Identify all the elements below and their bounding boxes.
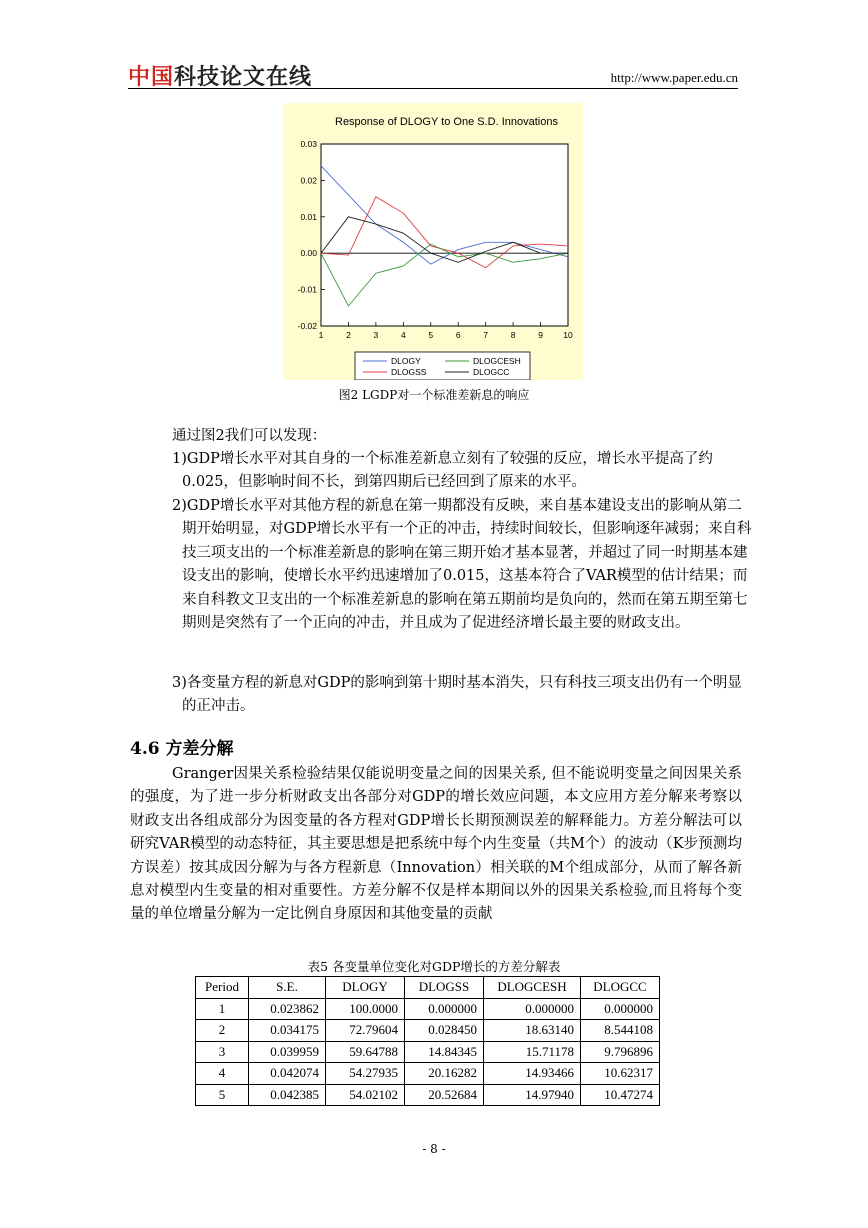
- table-cell: 54.27935: [326, 1063, 405, 1085]
- table-cell: 0.023862: [249, 998, 326, 1020]
- table-cell: 5: [196, 1084, 249, 1106]
- col-header: DLOGCESH: [484, 977, 581, 999]
- table-cell: 0.034175: [249, 1020, 326, 1042]
- table-caption: 表5 各变量单位变化对GDP增长的方差分解表: [307, 959, 561, 974]
- table-cell: 8.544108: [581, 1020, 660, 1042]
- site-logo: 中国科技论文在线: [128, 65, 313, 90]
- table-cell: 10.62317: [581, 1063, 660, 1085]
- x-tick-label: 7: [483, 330, 489, 340]
- variance-decomposition-table: [195, 976, 660, 1106]
- finding-1: 1)GDP增长水平对其自身的一个标准差新息立刻有了较强的反应，增长水平提高了约0.025，但影响时间不长，到第四期后已经回到了原来的水平。: [172, 451, 713, 491]
- table-row: [196, 1084, 660, 1106]
- y-tick-label: 0.00: [300, 248, 317, 259]
- figure-caption: 图2 LGDP对一个标准差新息的响应: [338, 388, 530, 402]
- table-cell: 14.97940: [484, 1084, 581, 1106]
- table-cell: 14.93466: [484, 1063, 581, 1085]
- intro-paragraph: 通过图2我们可以发现：: [172, 428, 327, 444]
- body-paragraph: Granger因果关系检验结果仅能说明变量之间的因果关系, 但不能说明变量之间因果关系的强度，为了进一步分析财政支出各部分对GDP的增长效应问题，本文应用方差分解来考察以财政支出各组成部分为因变量的各方程对GDP增长长期预测误差的解释能力。方差分解法可以研究VAR模型的动态特征，其主要思想是把系统中每个内生变量（共M个）的波动（K步预测均方误差）按其成因分解为与各方程新息（Innovation）相关联的M个组成部分，从而了解各新息对模型内生变量的相对重要性。方差分解不仅是样本期间以外的因果关系检验,而且将每个变量的单位增量分解为一定比例自身原因和其他变量的贡献: [130, 766, 742, 923]
- col-header: DLOGY: [326, 977, 405, 999]
- y-tick-label: 0.01: [300, 211, 317, 222]
- table-cell: 72.79604: [326, 1020, 405, 1042]
- col-header: DLOGCC: [581, 977, 660, 999]
- y-tick-label: 0.02: [300, 175, 317, 186]
- table-cell: 15.71178: [484, 1041, 581, 1063]
- y-tick-label: 0.03: [300, 139, 317, 149]
- x-tick-label: 10: [563, 330, 573, 340]
- y-tick-label: -0.02: [297, 321, 317, 331]
- legend-label: DLOGSS: [391, 367, 427, 377]
- table-cell: 0.028450: [405, 1020, 484, 1042]
- page-header: [128, 56, 738, 89]
- col-header: S.E.: [249, 977, 326, 999]
- chart-svg: [283, 103, 583, 380]
- table-cell: 20.52684: [405, 1084, 484, 1106]
- finding-2: 2)GDP增长水平对其他方程的新息在第一期都没有反映，来自基本建设支出的影响从第二期开始明显，对GDP增长水平有一个正的冲击，持续时间较长，但影响逐年减弱；来自科技三项支出的一个标准差新息的影响在第三期开始才基本显著，并超过了同一时期基本建设支出的影响，使增长水平约迅速增加了0.015，这基本符合了VAR模型的估计结果；而来自科教文卫支出的一个标准差新息的影响在第五期前均是负向的，然而在第五期至第七期则是突然有了一个正向的冲击，并且成为了促进经济增长最主要的财政支出。: [172, 498, 752, 632]
- table-row: [196, 1041, 660, 1063]
- x-tick-label: 9: [538, 330, 543, 340]
- table-cell: 54.02102: [326, 1084, 405, 1106]
- legend-label: DLOGY: [391, 356, 421, 366]
- table-cell: 9.796896: [581, 1041, 660, 1063]
- table-cell: 0.042074: [249, 1063, 326, 1085]
- col-header: DLOGSS: [405, 977, 484, 999]
- table-cell: 4: [196, 1063, 249, 1085]
- table-cell: 2: [196, 1020, 249, 1042]
- table-cell: 1: [196, 998, 249, 1020]
- col-header: Period: [196, 977, 249, 999]
- legend-label: DLOGCC: [473, 367, 510, 377]
- table-cell: 20.16282: [405, 1063, 484, 1085]
- x-tick-label: 6: [455, 330, 461, 340]
- table-row: [196, 1063, 660, 1085]
- finding-3: 3)各变量方程的新息对GDP的影响到第十期时基本消失，只有科技三项支出仍有一个明显的正冲击。: [172, 675, 742, 715]
- page-number: - 8 -: [422, 1142, 446, 1156]
- table-cell: 100.0000: [326, 998, 405, 1020]
- legend-label: DLOGCESH: [473, 356, 521, 366]
- table-cell: 14.84345: [405, 1041, 484, 1063]
- table-cell: 0.039959: [249, 1041, 326, 1063]
- table-cell: 10.47274: [581, 1084, 660, 1106]
- y-tick-label: -0.01: [297, 284, 317, 295]
- table-cell: 18.63140: [484, 1020, 581, 1042]
- table-cell: 59.64788: [326, 1041, 405, 1063]
- x-tick-label: 4: [400, 330, 406, 340]
- x-tick-label: 5: [428, 330, 434, 340]
- table-cell: 0.000000: [405, 998, 484, 1020]
- table-header-row: [196, 977, 660, 999]
- table-cell: 0.000000: [581, 998, 660, 1020]
- impulse-response-chart: [283, 103, 583, 380]
- x-tick-label: 1: [318, 330, 324, 340]
- section-heading: 4.6 方差分解: [130, 739, 234, 759]
- x-tick-label: 2: [346, 330, 351, 340]
- table-cell: 0.042385: [249, 1084, 326, 1106]
- x-tick-label: 8: [510, 330, 516, 340]
- table-cell: 3: [196, 1041, 249, 1063]
- table-row: [196, 1020, 660, 1042]
- table-row: [196, 998, 660, 1020]
- x-tick-label: 3: [373, 330, 379, 340]
- header-url[interactable]: http://www.paper.edu.cn: [610, 70, 738, 85]
- chart-title: Response of DLOGY to One S.D. Innovations: [335, 116, 558, 128]
- table-cell: 0.000000: [484, 998, 581, 1020]
